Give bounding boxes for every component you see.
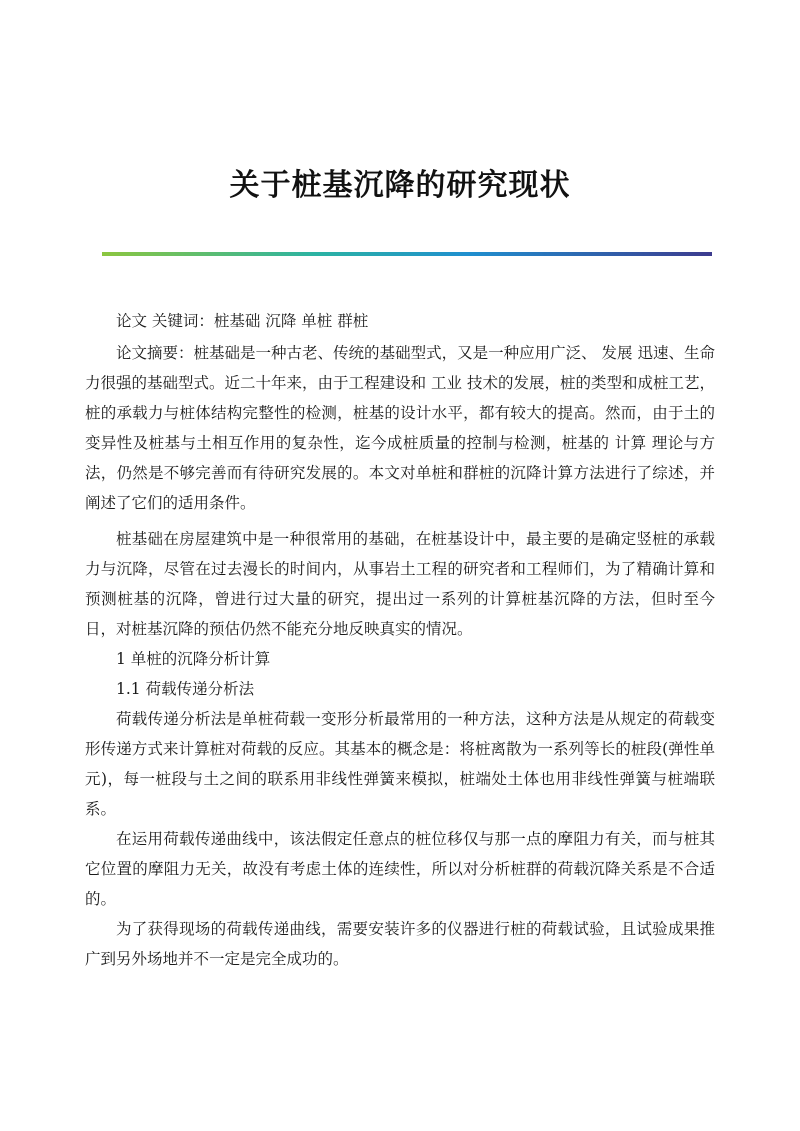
intro-paragraph: 桩基础在房屋建筑中是一种很常用的基础，在桩基设计中，最主要的是确定竖桩的承载力与沉降，尽管在过去漫长的时间内，从事岩土工程的研究者和工程师们，为了精确计算和预测桩基的沉降，曾进行过大量的研究，提出过一系列的计算桩基沉降的方法，但时至今日，对桩基沉降的预估仍然不能充分地反映真实的情况。 <box>85 530 715 638</box>
title-divider <box>102 252 712 256</box>
section-heading-1: 1 单桩的沉降分析计算 <box>116 650 271 668</box>
document-title: 关于桩基沉降的研究现状 <box>229 168 571 203</box>
keywords: 论文 关键词：桩基础 沉降 单桩 群桩 <box>116 312 369 330</box>
paragraph-load-transfer: 荷载传递分析法是单桩荷载一变形分析最常用的一种方法，这种方法是从规定的荷载变形传递方式来计算桩对荷载的反应。其基本的概念是：将桩离散为一系列等长的桩段(弹性单元)，每一桩段与土之间的联系用非线性弹簧来模拟，桩端处土体也用非线性弹簧与桩端联系。 <box>85 710 715 818</box>
document-body <box>85 306 715 974</box>
paragraph-curve-assumption: 在运用荷载传递曲线中，该法假定任意点的桩位移仅与那一点的摩阻力有关，而与桩其它位置的摩阻力无关，故没有考虑土体的连续性，所以对分析桩群的荷载沉降关系是不合适的。 <box>85 830 715 908</box>
abstract: 论文摘要：桩基础是一种古老、传统的基础型式，又是一种应用广泛、 发展 迅速、生命力很强的基础型式。近二十年来，由于工程建设和 工业 技术的发展，桩的类型和成桩工艺，桩的承载力与桩体结构完整性的检测，桩基的设计水平，都有较大的提高。然而，由于土的变异性及桩基与土相互作用的复杂性，迄今成桩质量的控制与检测，桩基的 计算 理论与方法，仍然是不够完善而有待研究发展的。本文对单桩和群桩的沉降计算方法进行了综述，并阐述了它们的适用条件。 <box>85 344 715 512</box>
section-heading-1-1: 1.1 荷载传递分析法 <box>116 680 255 698</box>
paragraph-field-test: 为了获得现场的荷载传递曲线，需要安装许多的仪器进行桩的荷载试验，且试验成果推广到另外场地并不一定是完全成功的。 <box>85 920 715 968</box>
